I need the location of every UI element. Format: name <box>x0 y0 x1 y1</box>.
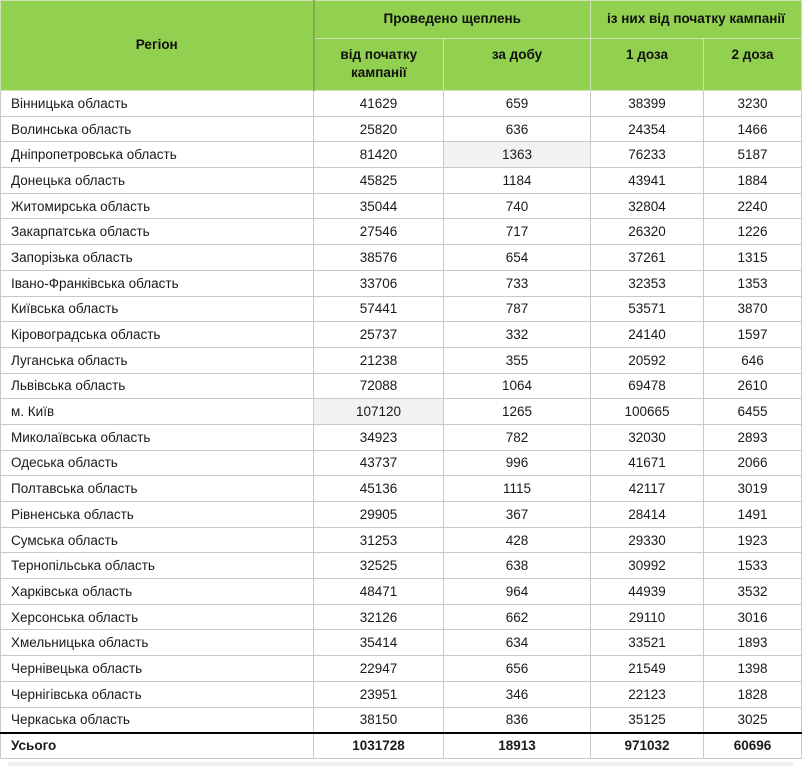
table-row <box>1 193 802 219</box>
dose2-cell: 646 <box>704 347 802 373</box>
region-cell: Львівська область <box>1 373 314 399</box>
daily-cell: 656 <box>444 656 591 682</box>
dose2-cell: 1893 <box>704 630 802 656</box>
table-row <box>1 142 802 168</box>
total-cell: 35044 <box>314 193 444 219</box>
total-cell: 32525 <box>314 553 444 579</box>
daily-cell: 782 <box>444 424 591 450</box>
total-cell: 43737 <box>314 450 444 476</box>
total-cell: 57441 <box>314 296 444 322</box>
daily-cell: 717 <box>444 219 591 245</box>
dose1-cell: 22123 <box>591 681 704 707</box>
daily-cell: 654 <box>444 245 591 271</box>
total-cell: 72088 <box>314 373 444 399</box>
dose1-cell: 32353 <box>591 270 704 296</box>
daily-cell: 1115 <box>444 476 591 502</box>
daily-cell: 1064 <box>444 373 591 399</box>
dose2-cell: 1597 <box>704 322 802 348</box>
table-row <box>1 450 802 476</box>
dose1-cell: 33521 <box>591 630 704 656</box>
col-header-region: Регіон <box>1 1 314 91</box>
region-cell: Черкаська область <box>1 707 314 733</box>
daily-cell: 332 <box>444 322 591 348</box>
total-dose-2: 60696 <box>704 733 802 759</box>
table-row <box>1 476 802 502</box>
total-cell: 81420 <box>314 142 444 168</box>
table-row <box>1 553 802 579</box>
table-row <box>1 168 802 194</box>
dose1-cell: 100665 <box>591 399 704 425</box>
region-cell: Хмельницька область <box>1 630 314 656</box>
table-row <box>1 322 802 348</box>
col-group-since-start-campaign: із них від початку кампанії <box>591 1 802 39</box>
daily-cell: 787 <box>444 296 591 322</box>
daily-cell: 638 <box>444 553 591 579</box>
region-cell: Дніпропетровська область <box>1 142 314 168</box>
dose2-cell: 3025 <box>704 707 802 733</box>
dose2-cell: 2240 <box>704 193 802 219</box>
dose2-cell: 3016 <box>704 604 802 630</box>
table-row <box>1 296 802 322</box>
region-cell: Херсонська область <box>1 604 314 630</box>
table-row <box>1 347 802 373</box>
dose1-cell: 69478 <box>591 373 704 399</box>
dose1-cell: 37261 <box>591 245 704 271</box>
total-cell: 45825 <box>314 168 444 194</box>
daily-cell: 367 <box>444 502 591 528</box>
dose1-cell: 30992 <box>591 553 704 579</box>
total-cell: 107120 <box>314 399 444 425</box>
partial-next-row-strip <box>8 762 793 766</box>
total-cell: 32126 <box>314 604 444 630</box>
dose1-cell: 76233 <box>591 142 704 168</box>
total-cell: 45136 <box>314 476 444 502</box>
dose1-cell: 26320 <box>591 219 704 245</box>
region-cell: Запорізька область <box>1 245 314 271</box>
daily-cell: 740 <box>444 193 591 219</box>
total-cell: 38150 <box>314 707 444 733</box>
col-header-dose-2: 2 доза <box>704 39 802 91</box>
daily-cell: 996 <box>444 450 591 476</box>
daily-cell: 964 <box>444 579 591 605</box>
table-row <box>1 91 802 117</box>
table-row <box>1 399 802 425</box>
total-row-label: Усього <box>1 733 314 759</box>
table-header <box>1 1 802 91</box>
dose1-cell: 32804 <box>591 193 704 219</box>
dose1-cell: 21549 <box>591 656 704 682</box>
total-cell: 41629 <box>314 91 444 117</box>
total-dose-1: 971032 <box>591 733 704 759</box>
dose1-cell: 41671 <box>591 450 704 476</box>
dose2-cell: 2610 <box>704 373 802 399</box>
dose2-cell: 2066 <box>704 450 802 476</box>
total-since-campaign: 1031728 <box>314 733 444 759</box>
dose2-cell: 1923 <box>704 527 802 553</box>
table-row <box>1 656 802 682</box>
dose2-cell: 1398 <box>704 656 802 682</box>
region-cell: Полтавська область <box>1 476 314 502</box>
region-cell: Житомирська область <box>1 193 314 219</box>
total-cell: 34923 <box>314 424 444 450</box>
daily-cell: 659 <box>444 91 591 117</box>
region-cell: Тернопільська область <box>1 553 314 579</box>
table-row <box>1 219 802 245</box>
dose1-cell: 24140 <box>591 322 704 348</box>
dose2-cell: 1315 <box>704 245 802 271</box>
dose2-cell: 1491 <box>704 502 802 528</box>
dose2-cell: 1884 <box>704 168 802 194</box>
dose2-cell: 1828 <box>704 681 802 707</box>
daily-cell: 662 <box>444 604 591 630</box>
dose1-cell: 32030 <box>591 424 704 450</box>
table-row <box>1 373 802 399</box>
region-cell: Кіровоградська область <box>1 322 314 348</box>
dose2-cell: 1533 <box>704 553 802 579</box>
dose2-cell: 6455 <box>704 399 802 425</box>
region-cell: Миколаївська область <box>1 424 314 450</box>
total-cell: 33706 <box>314 270 444 296</box>
col-header-per-day: за добу <box>444 39 591 91</box>
dose1-cell: 24354 <box>591 116 704 142</box>
total-cell: 27546 <box>314 219 444 245</box>
daily-cell: 836 <box>444 707 591 733</box>
region-cell: Луганська область <box>1 347 314 373</box>
total-cell: 25820 <box>314 116 444 142</box>
dose1-cell: 28414 <box>591 502 704 528</box>
dose2-cell: 1226 <box>704 219 802 245</box>
daily-cell: 1265 <box>444 399 591 425</box>
table-row <box>1 116 802 142</box>
region-cell: Одеська область <box>1 450 314 476</box>
col-header-since-campaign: від початку кампанії <box>314 39 444 91</box>
table-row <box>1 424 802 450</box>
daily-cell: 636 <box>444 116 591 142</box>
dose2-cell: 5187 <box>704 142 802 168</box>
dose1-cell: 29330 <box>591 527 704 553</box>
region-cell: Волинська область <box>1 116 314 142</box>
table-row <box>1 579 802 605</box>
total-cell: 25737 <box>314 322 444 348</box>
dose1-cell: 42117 <box>591 476 704 502</box>
dose1-cell: 53571 <box>591 296 704 322</box>
table-footer <box>1 733 802 759</box>
dose2-cell: 1466 <box>704 116 802 142</box>
total-cell: 29905 <box>314 502 444 528</box>
dose2-cell: 3870 <box>704 296 802 322</box>
dose1-cell: 43941 <box>591 168 704 194</box>
dose1-cell: 29110 <box>591 604 704 630</box>
region-cell: Івано-Франківська область <box>1 270 314 296</box>
table-row <box>1 604 802 630</box>
dose1-cell: 44939 <box>591 579 704 605</box>
table-row <box>1 245 802 271</box>
dose2-cell: 3230 <box>704 91 802 117</box>
col-header-dose-1: 1 доза <box>591 39 704 91</box>
region-cell: Харківська область <box>1 579 314 605</box>
region-cell: Чернігівська область <box>1 681 314 707</box>
total-cell: 23951 <box>314 681 444 707</box>
table-row <box>1 681 802 707</box>
dose2-cell: 1353 <box>704 270 802 296</box>
dose1-cell: 35125 <box>591 707 704 733</box>
region-cell: Вінницька область <box>1 91 314 117</box>
region-cell: Донецька область <box>1 168 314 194</box>
table-row <box>1 270 802 296</box>
total-cell: 31253 <box>314 527 444 553</box>
region-cell: Сумська область <box>1 527 314 553</box>
col-group-administered: Проведено щеплень <box>314 1 591 39</box>
dose1-cell: 38399 <box>591 91 704 117</box>
total-cell: 35414 <box>314 630 444 656</box>
table-row <box>1 707 802 733</box>
region-cell: м. Київ <box>1 399 314 425</box>
daily-cell: 634 <box>444 630 591 656</box>
dose1-cell: 20592 <box>591 347 704 373</box>
dose2-cell: 2893 <box>704 424 802 450</box>
daily-cell: 355 <box>444 347 591 373</box>
daily-cell: 428 <box>444 527 591 553</box>
daily-cell: 1363 <box>444 142 591 168</box>
region-cell: Закарпатська область <box>1 219 314 245</box>
daily-cell: 733 <box>444 270 591 296</box>
total-per-day: 18913 <box>444 733 591 759</box>
total-row <box>1 733 802 759</box>
table-row <box>1 630 802 656</box>
daily-cell: 1184 <box>444 168 591 194</box>
region-cell: Київська область <box>1 296 314 322</box>
total-cell: 38576 <box>314 245 444 271</box>
total-cell: 21238 <box>314 347 444 373</box>
dose2-cell: 3019 <box>704 476 802 502</box>
total-cell: 22947 <box>314 656 444 682</box>
total-cell: 48471 <box>314 579 444 605</box>
dose2-cell: 3532 <box>704 579 802 605</box>
table-row <box>1 502 802 528</box>
daily-cell: 346 <box>444 681 591 707</box>
region-cell: Чернівецька область <box>1 656 314 682</box>
table-body <box>1 91 802 733</box>
table-row <box>1 527 802 553</box>
region-cell: Рівненська область <box>1 502 314 528</box>
